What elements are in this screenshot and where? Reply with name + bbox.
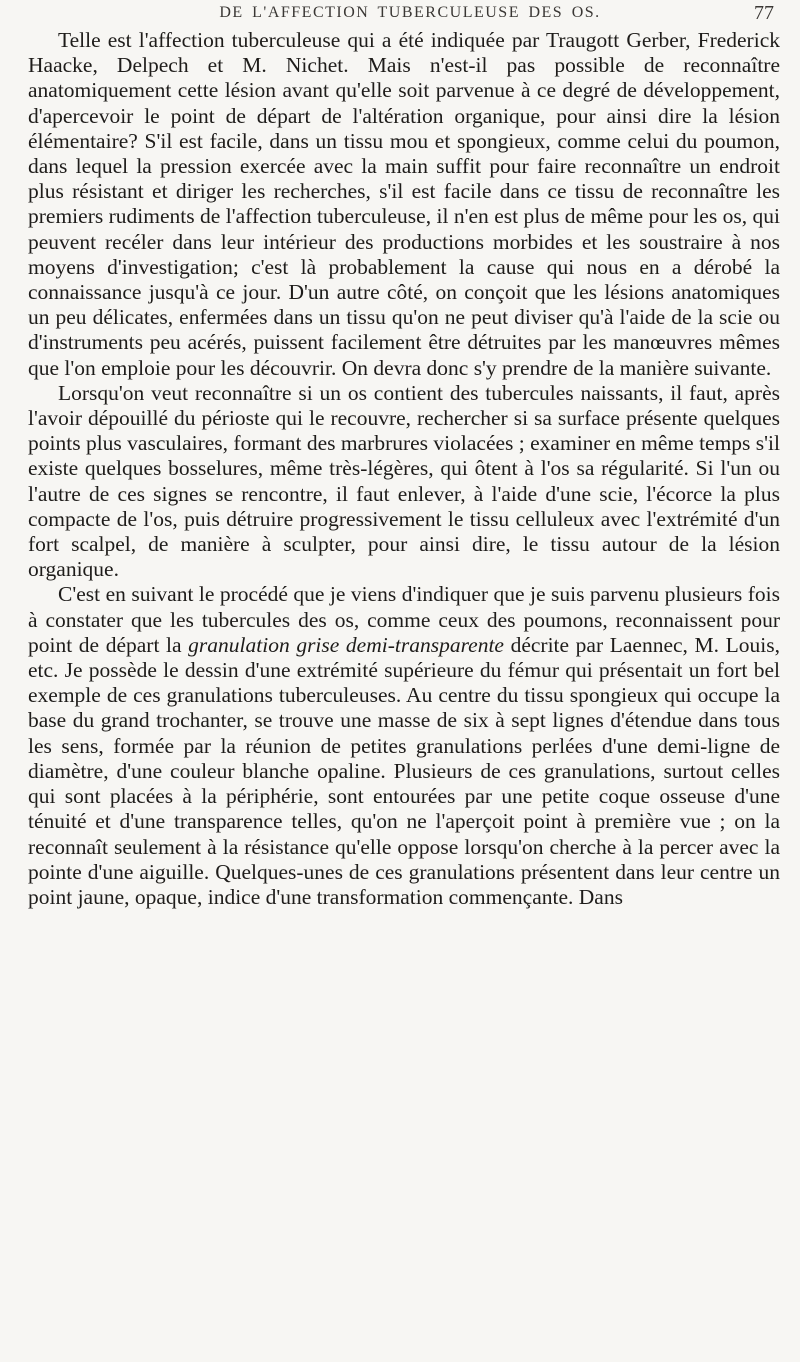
- paragraph-1: Telle est l'affection tuberculeuse qui a été indiquée par Traugott Gerber, Frederick Haacke, Delpech et M. Nichet. Mais n'est-il pas possible de reconnaître anatomiquement cette lésion avant qu'elle soit parvenue à ce degré de développement, d'apercevoir le point de départ de l'altération organique, pour ainsi dire la lésion élémentaire? S'il est facile, dans un tissu mou et spongieux, comme celui du poumon, dans lequel la pression exercée avec la main suffit pour faire reconnaître un endroit plus résistant et diriger les recherches, s'il est facile dans ce tissu de reconnaître les premiers rudiments de l'affection tuberculeuse, il n'en est plus de même pour les os, qui peuvent recéler dans leur intérieur des productions morbides et les soustraire à nos moyens d'investigation; c'est là probablement la cause qui nous en a dérobé la connaissance jusqu'à ce jour. D'un autre côté, on conçoit que les lésions anatomiques un peu délicates, enfermées dans un tissu qu'on ne peut diviser qu'à l'aide de la scie ou d'instruments peu acérés, puissent facilement être détruites par les manœuvres mêmes que l'on emploie pour les découvrir. On devra donc s'y prendre de la manière suivante.: [28, 28, 780, 380]
- body-text: [28, 28, 780, 910]
- emphasis-granulation-grise: granulation grise demi-transparente: [188, 632, 504, 657]
- page-number: 77: [754, 2, 774, 24]
- paragraph-3: [28, 582, 780, 910]
- paragraph-2: Lorsqu'on veut reconnaître si un os contient des tubercules naissants, il faut, après l'avoir dépouillé du périoste qui le recouvre, rechercher si sa surface présente quelques points plus vasculaires, formant des marbrures violacées ; examiner en même temps s'il existe quelques bosselures, même très-légères, qui ôtent à l'os sa régularité. Si l'un ou l'autre de ces signes se rencontre, il faut enlever, à l'aide d'une scie, l'écorce la plus compacte de l'os, puis détruire progressivement le tissu celluleux avec l'extrémité d'un fort scalpel, de manière à sculpter, pour ainsi dire, le tissu autour de la lésion organique.: [28, 380, 780, 582]
- paragraph-3-end: décrite par Laennec, M. Louis, etc. Je possède le dessin d'une extrémité supérieure du fémur qui présentait un fort bel exemple de ces granulations tuberculeuses. Au centre du tissu spongieux qui occupe la base du grand trochanter, se trouve une masse de six à sept lignes d'étendue dans tous les sens, formée par la réunion de petites granulations perlées d'une demi-ligne de diamètre, d'une couleur blanche opaline. Plusieurs de ces granulations, surtout celles qui sont placées à la périphérie, sont entourées par une petite coque osseuse d'une ténuité et d'une transparence telles, qu'on ne l'aperçoit point à première vue ; on la reconnaît seulement à la résistance qu'elle oppose lorsqu'on cherche à la percer avec la pointe d'une aiguille. Quelques-unes de ces granulations présentent dans leur centre un point jaune, opaque, indice d'une transformation commençante. Dans: [28, 632, 780, 909]
- running-head: DE L'AFFECTION TUBERCULEUSE DES OS.: [219, 4, 601, 21]
- paragraph-3-start: C'est en suivant le procédé que je viens d'indiquer que je suis parvenu plusieurs fois à constater que les tubercules des os, comme ceux des poumons, reconnaissent pour point de départ la: [28, 582, 780, 657]
